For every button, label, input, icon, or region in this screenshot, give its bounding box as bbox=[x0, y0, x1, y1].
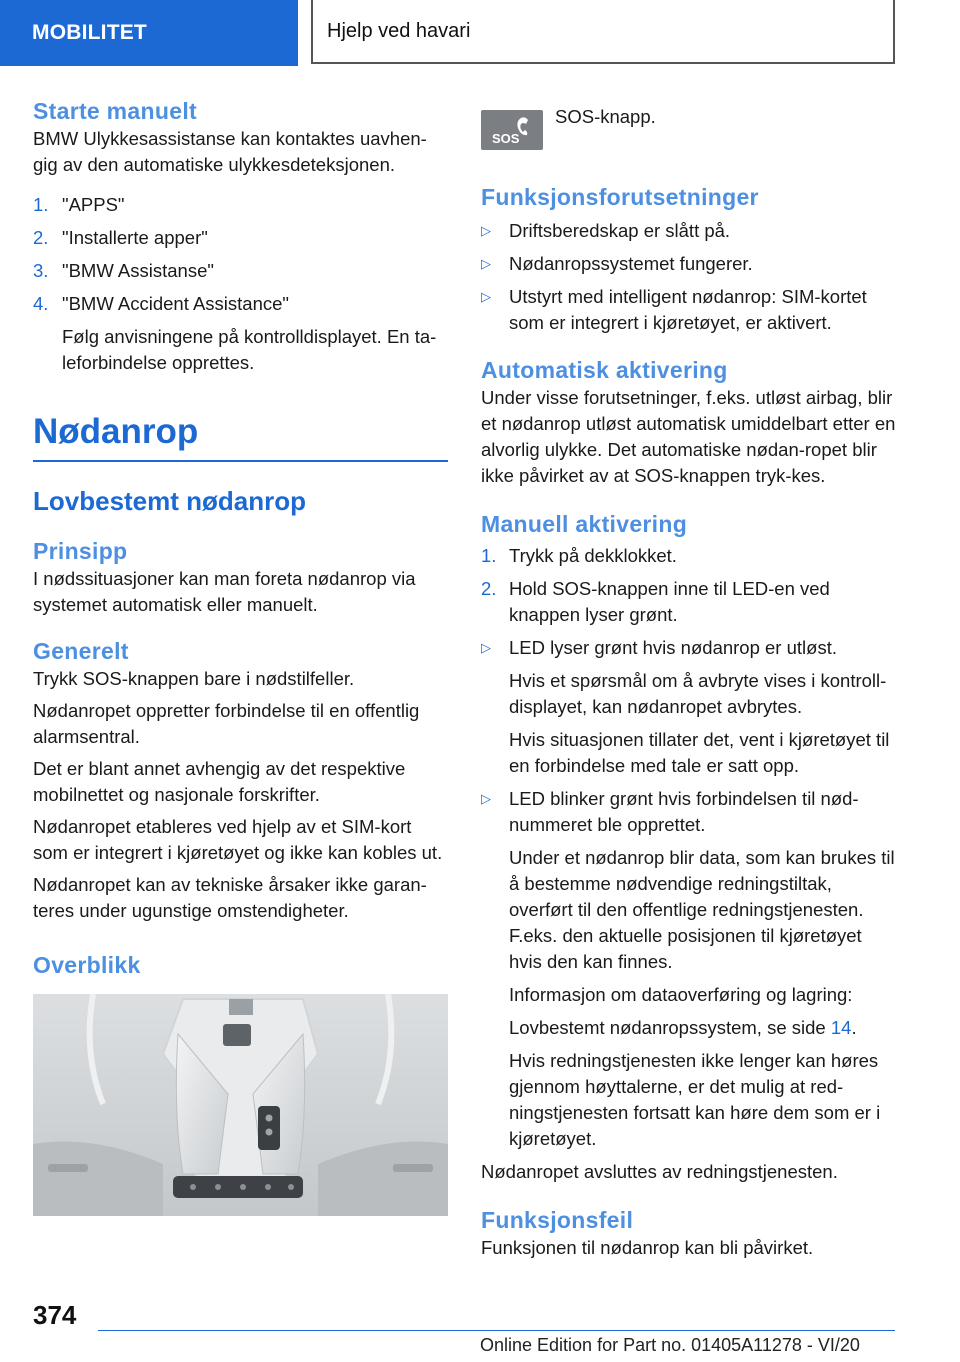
general-paragraph: Det er blant annet avhengig av det respektive mobilnettet og nasjonale forskrifter. bbox=[33, 758, 406, 805]
step-text: "APPS" bbox=[62, 194, 125, 215]
step-text: "Installerte apper" bbox=[62, 227, 208, 248]
triangle-bullet-icon: ▷ bbox=[481, 289, 491, 304]
manual-step-item bbox=[481, 576, 897, 628]
chapter-title: Hjelp ved havari bbox=[311, 0, 895, 64]
prerequisite-item bbox=[481, 251, 897, 277]
general-paragraph: Nødanropet etableres ved hjelp av et SIM-kort som er integrert i kjøretøyet og ikke kan kobles ut. bbox=[33, 816, 443, 863]
page-number: 374 bbox=[33, 1300, 77, 1330]
step-text: Trykk på dekklokket. bbox=[509, 545, 677, 566]
left-column bbox=[33, 96, 448, 1216]
auto-activation-text: Under visse forutsetninger, f.eks. utløst airbag, blir et nødanrop utløst automatisk umiddelbart etter en alvorlig ulykke. Det automatiske nødan-ropet blir ikke påvirket av at SOS-knappen tryk-kes. bbox=[481, 387, 896, 486]
prerequisite-text: Utstyrt med intelligent nødanrop: SIM-kortet som er integrert i kjøretøyet, er aktivert. bbox=[509, 286, 867, 333]
steps-list bbox=[33, 192, 448, 317]
triangle-bullet-icon: ▷ bbox=[481, 256, 491, 271]
manual-intro: BMW Ulykkesassistanse kan kontaktes uavhen-gig av den automatiske ulykkesdeteksjonen. bbox=[33, 128, 427, 175]
heading-general: Generelt bbox=[33, 638, 129, 664]
step-item bbox=[33, 192, 448, 218]
overview-image bbox=[33, 994, 448, 1216]
heading-overview: Overblikk bbox=[33, 952, 141, 978]
section-heading: Lovbestemt nødanrop bbox=[33, 486, 307, 516]
list-item: ▷ LED lyser grønt hvis nødanrop er utløst. bbox=[481, 635, 897, 661]
step-text: "BMW Accident Assistance" bbox=[62, 293, 289, 314]
led-green-paragraph: Hvis et spørsmål om å avbryte vises i kontroll-displayet, kan nødanropet avbrytes. bbox=[509, 670, 887, 717]
manual-step-item bbox=[481, 543, 897, 569]
led-blink-paragraph: Hvis redningstjenesten ikke lenger kan høres gjennom høyttalerne, er det mulig at red-ningstjenesten fortsatt kan høre dem som er i kjøretøyet. bbox=[509, 1050, 881, 1149]
heading-auto-activation: Automatisk aktivering bbox=[481, 357, 728, 383]
step-item bbox=[33, 291, 448, 317]
led-blink-paragraph: Under et nødanrop blir data, som kan brukes til å bestemme nødvendige redningstiltak, overført til den offentlige redningstjenesten. F.eks. den aktuelle posisjonen til kjøretøyet hvis den kan finnes. bbox=[509, 847, 895, 972]
triangle-bullet-icon: ▷ bbox=[481, 791, 491, 806]
step-number: 2. bbox=[33, 227, 49, 248]
heading-principle: Prinsipp bbox=[33, 538, 128, 564]
heading-manual-activation: Manuell aktivering bbox=[481, 511, 688, 537]
footer-rule bbox=[98, 1330, 895, 1331]
page-reference-link[interactable]: 14 bbox=[830, 1017, 852, 1038]
step-number: 4. bbox=[33, 293, 49, 314]
triangle-bullet-icon: ▷ bbox=[481, 223, 491, 238]
step-number: 1. bbox=[481, 545, 497, 566]
step-item bbox=[33, 258, 448, 284]
step-text: "BMW Assistanse" bbox=[62, 260, 214, 281]
led-green-paragraph: Hvis situasjonen tillater det, vent i kjøretøyet til en forbindelse med tale er satt opp. bbox=[509, 729, 890, 776]
prerequisite-text: Nødanropssystemet fungerer. bbox=[509, 253, 753, 274]
steps-note: Følg anvisningene på kontrolldisplayet. En ta-leforbindelse opprettes. bbox=[62, 326, 437, 373]
sos-icon bbox=[481, 110, 543, 150]
led-blink-reference: Lovbestemt nødanropssystem, se side 14. bbox=[509, 1017, 857, 1038]
footer-edition: Online Edition for Part no. 01405A11278 - VI/20 bbox=[480, 1335, 860, 1355]
step-number: 1. bbox=[33, 194, 49, 215]
prerequisites-list bbox=[481, 218, 897, 336]
heading-manual-start: Starte manuelt bbox=[33, 98, 197, 124]
right-column bbox=[481, 96, 897, 1261]
prerequisite-item bbox=[481, 284, 897, 336]
general-paragraph: Trykk SOS-knappen bare i nødstilfeller. bbox=[33, 668, 355, 689]
triangle-bullet-icon: ▷ bbox=[481, 640, 491, 655]
manual-steps-list bbox=[481, 543, 897, 628]
general-paragraph: Nødanropet kan av tekniske årsaker ikke garan-teres under ugunstige omstendigheter. bbox=[33, 874, 427, 921]
sos-caption: SOS-knapp. bbox=[555, 106, 656, 127]
general-paragraph: Nødanropet oppretter forbindelse til en offentlig alarmsentral. bbox=[33, 700, 420, 747]
end-text: Nødanropet avsluttes av redningstjenesten. bbox=[481, 1161, 838, 1182]
step-number: 2. bbox=[481, 578, 497, 599]
step-text: Hold SOS-knappen inne til LED-en ved knappen lyser grønt. bbox=[509, 578, 830, 625]
heading-malfunction: Funksjonsfeil bbox=[481, 1207, 634, 1233]
principle-text: I nødssituasjoner kan man foreta nødanrop via systemet automatisk eller manuelt. bbox=[33, 568, 416, 615]
step-item bbox=[33, 225, 448, 251]
step-number: 3. bbox=[33, 260, 49, 281]
prerequisite-text: Driftsberedskap er slått på. bbox=[509, 220, 731, 241]
chapter-heading: Nødanrop bbox=[33, 412, 199, 451]
malfunction-text: Funksjonen til nødanrop kan bli påvirket. bbox=[481, 1237, 814, 1258]
general-paragraphs bbox=[33, 666, 448, 924]
section-tab: MOBILITET bbox=[0, 0, 298, 66]
list-item: ▷ LED blinker grønt hvis forbindelsen til nød-nummeret ble opprettet. bbox=[481, 786, 897, 838]
sos-icon-label: SOS bbox=[492, 131, 520, 146]
prerequisite-item bbox=[481, 218, 897, 244]
heading-prerequisites: Funksjonsforutsetninger bbox=[481, 184, 759, 210]
led-blink-paragraph: Informasjon om dataoverføring og lagring: bbox=[509, 984, 853, 1005]
